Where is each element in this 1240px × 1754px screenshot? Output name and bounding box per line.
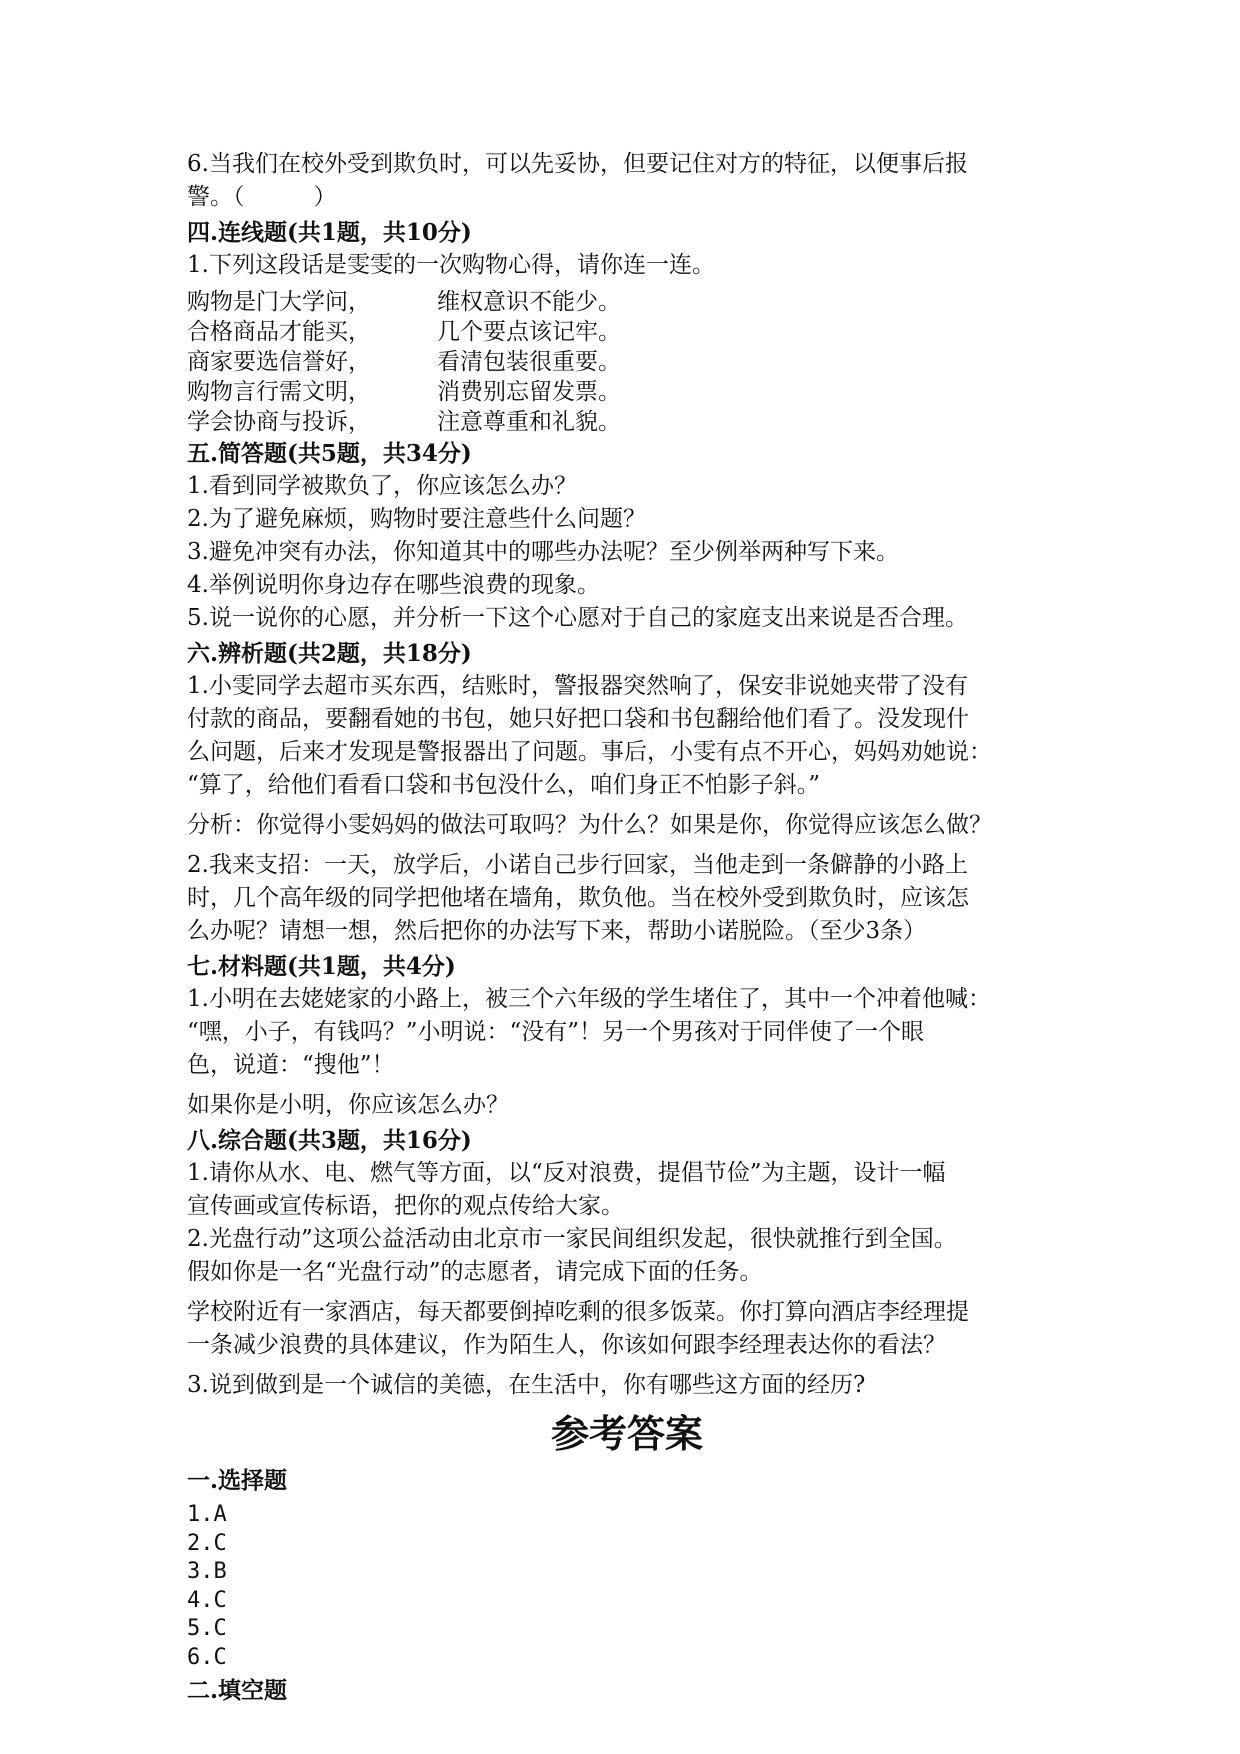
matching-pairs — [187, 286, 1067, 435]
matching-pair-2 — [187, 316, 1067, 345]
section-4-question-1: 1.下列这段话是雯雯的一次购物心得，请你连一连。 — [187, 252, 715, 278]
section-5-title: 五.简答题(共5题，共34分) — [187, 440, 472, 467]
section-4-title: 四.连线题(共1题，共10分) — [187, 219, 472, 246]
section-5-item-4: 4.举例说明你身边存在哪些浪费的现象。 — [187, 572, 600, 598]
answer-item-6: 6.C — [187, 1644, 227, 1670]
section-5-item-5: 5.说一说你的心愿，并分析一下这个心愿对于自己的家庭支出来说是否合理。 — [187, 605, 968, 631]
answer-item-5: 5.C — [187, 1616, 227, 1641]
page-content — [187, 148, 1067, 1707]
matching-left-4: 购物言行需文明， — [187, 379, 371, 405]
section-6-q1-line-3: 么问题，后来才发现是警报器出了问题。事后，小雯有点不开心，妈妈劝她说： — [187, 739, 992, 765]
matching-left-2: 合格商品才能买， — [187, 319, 371, 345]
section-6-q1-analysis: 分析：你觉得小雯妈妈的做法可取吗？为什么？如果是你，你觉得应该怎么做？ — [187, 812, 992, 838]
section-8-q2-line-2: 假如你是一名“光盘行动”的志愿者，请完成下面的任务。 — [187, 1259, 763, 1285]
matching-left-3: 商家要选信誉好， — [187, 349, 371, 375]
section-7-q1-question: 如果你是小明，你应该怎么办？ — [187, 1092, 509, 1118]
matching-right-2: 几个要点该记牢。 — [437, 319, 621, 345]
section-7-q1-line-3: 色，说道：“搜他”！ — [187, 1052, 395, 1078]
section-6-q2-line-1: 2.我来支招：一天，放学后，小诺自己步行回家，当他走到一条僻静的小路上 — [187, 852, 968, 878]
matching-right-4: 消费别忘留发票。 — [437, 379, 621, 405]
section-6-q1-line-1: 1.小雯同学去超市买东西，结账时，警报器突然响了，保安非说她夹带了没有 — [187, 673, 968, 699]
section-8-q1-line-2: 宣传画或宣传标语，把你的观点传给大家。 — [187, 1193, 624, 1219]
section-6-title: 六.辨析题(共2题，共18分) — [187, 640, 472, 667]
matching-left-1: 购物是门大学问， — [187, 289, 371, 315]
section-8-q3: 3.说到做到是一个诚信的美德，在生活中，你有哪些这方面的经历? — [187, 1372, 866, 1398]
section-5-item-2: 2.为了避免麻烦，购物时要注意些什么问题？ — [187, 506, 646, 532]
section-8-q2-task-line-2: 一条减少浪费的具体建议，作为陌生人，你该如何跟李经理表达你的看法？ — [187, 1332, 946, 1358]
matching-right-1: 维权意识不能少。 — [437, 289, 621, 315]
judgement-item-6-line-2: 警。（ ） — [187, 184, 337, 210]
judgement-item-6-line-1: 6.当我们在校外受到欺负时，可以先妥协，但要记住对方的特征，以便事后报 — [187, 151, 968, 177]
answer-item-4: 4.C — [187, 1587, 227, 1613]
answers-section-2-title: 二.填空题 — [187, 1677, 288, 1704]
answer-item-1: 1.A — [187, 1502, 227, 1527]
section-8-q2-line-1: 2.光盘行动”这项公益活动由北京市一家民间组织发起，很快就推行到全国。 — [187, 1226, 957, 1252]
section-8-q2-task-line-1: 学校附近有一家酒店，每天都要倒掉吃剩的很多饭菜。你打算向酒店李经理提 — [187, 1299, 969, 1325]
section-7-title: 七.材料题(共1题，共4分) — [187, 953, 456, 980]
section-6-q1-line-4: “算了，给他们看看口袋和书包没什么，咱们身正不怕影子斜。” — [187, 772, 821, 798]
section-5-item-1: 1.看到同学被欺负了，你应该怎么办？ — [187, 473, 577, 499]
section-6-q2-line-3: 么办呢？请想一想，然后把你的办法写下来，帮助小诺脱险。（至少3条） — [187, 918, 927, 944]
matching-pair-5 — [187, 406, 1067, 435]
matching-pair-3 — [187, 346, 1067, 375]
matching-right-3: 看清包装很重要。 — [437, 349, 621, 375]
section-6-q1-line-2: 付款的商品，要翻看她的书包，她只好把口袋和书包翻给他们看了。没发现什 — [187, 706, 969, 732]
section-8-title: 八.综合题(共3题，共16分) — [187, 1127, 472, 1154]
matching-pair-4 — [187, 376, 1067, 405]
section-8-q1-line-1: 1.请你从水、电、燃气等方面，以“反对浪费，提倡节俭”为主题，设计一幅 — [187, 1160, 946, 1186]
section-7-q1-line-1: 1.小明在去姥姥家的小路上，被三个六年级的学生堵住了，其中一个冲着他喊： — [187, 986, 991, 1012]
answer-item-3: 3.B — [187, 1559, 227, 1584]
matching-pair-1 — [187, 286, 1067, 315]
answers-section-1-title: 一.选择题 — [187, 1467, 288, 1494]
section-5-item-3: 3.避免冲突有办法，你知道其中的哪些办法呢？至少例举两种写下来。 — [187, 539, 899, 565]
answers-list — [187, 1501, 1067, 1672]
matching-left-5: 学会协商与投诉， — [187, 409, 371, 435]
matching-right-5: 注意尊重和礼貌。 — [437, 409, 621, 435]
section-6-q2-line-2: 时，几个高年级的同学把他堵在墙角，欺负他。当在校外受到欺负时，应该怎 — [187, 885, 969, 911]
answer-item-2: 2.C — [187, 1530, 227, 1556]
section-7-q1-line-2: “嘿，小子，有钱吗？”小明说：“没有”！另一个男孩对于同伴使了一个眼 — [187, 1019, 925, 1045]
answers-title: 参考答案 — [550, 1411, 703, 1456]
